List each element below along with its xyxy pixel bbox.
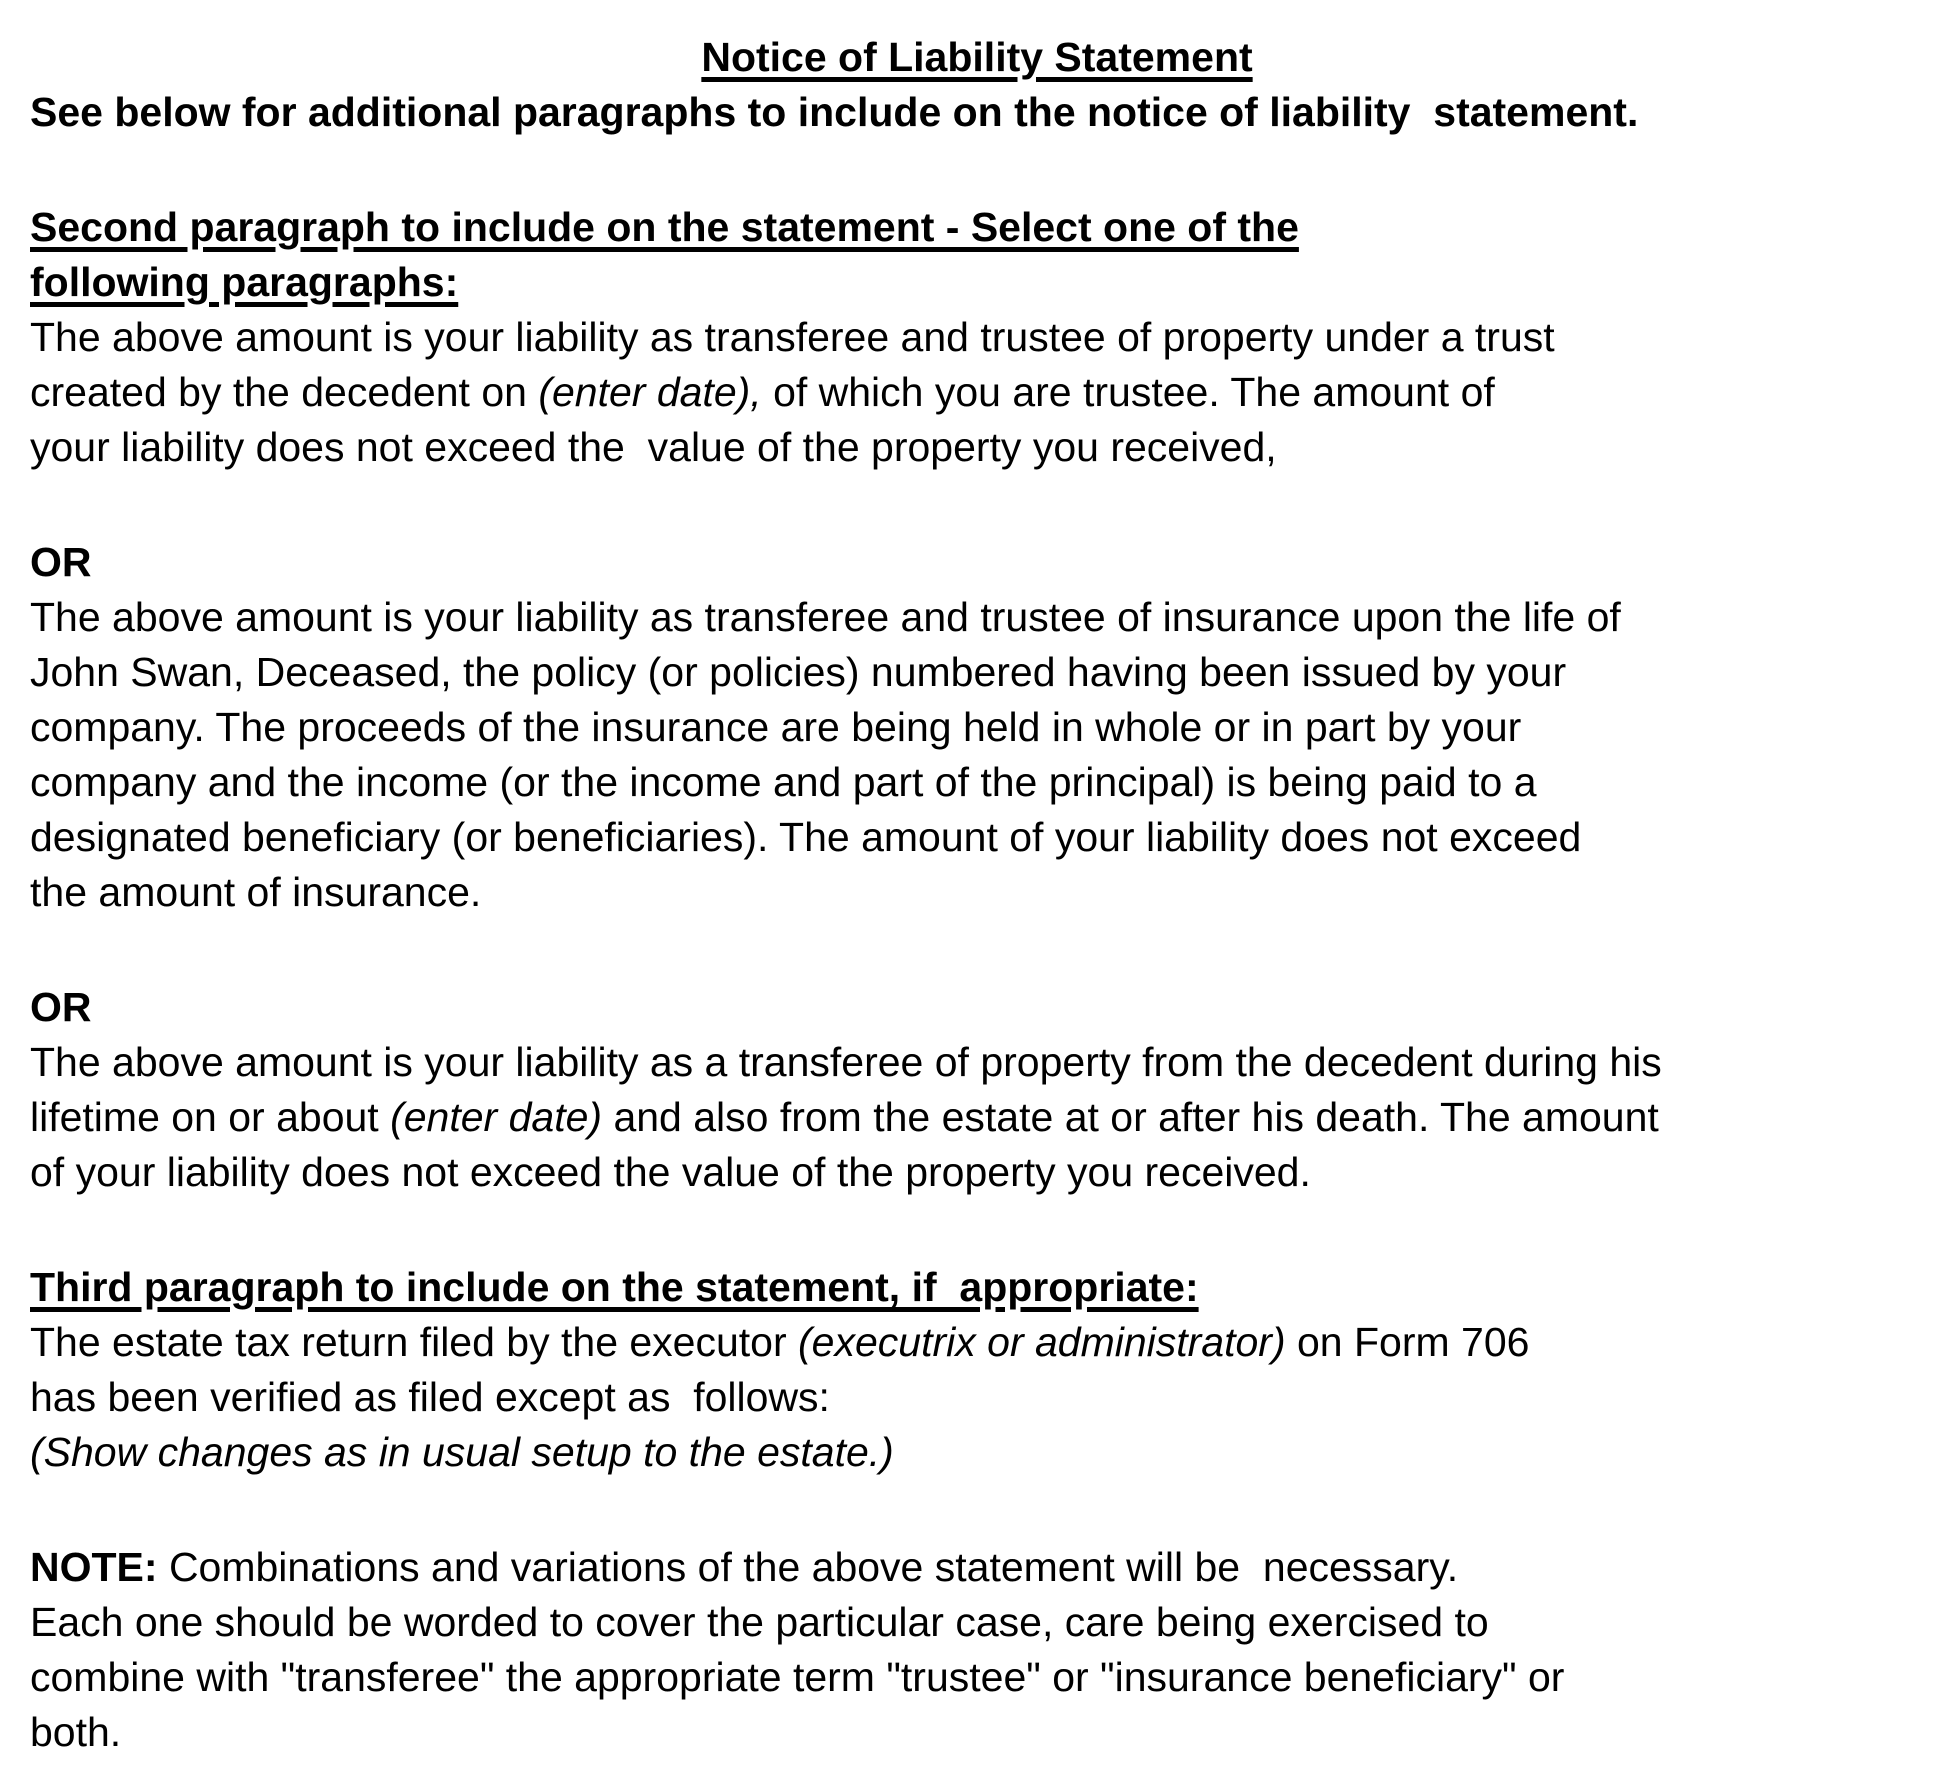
option3-paragraph xyxy=(30,1035,1924,1200)
text-segment: and also from the estate at or after his death. The amount xyxy=(602,1094,1659,1140)
paragraph-line: Each one should be worded to cover the particular case, care being exercised to xyxy=(30,1599,1489,1645)
text-segment: created by the decedent on xyxy=(30,369,539,415)
or-divider: OR xyxy=(30,984,92,1030)
paragraph-line: of your liability does not exceed the value of the property you received. xyxy=(30,1149,1311,1195)
option1-paragraph xyxy=(30,310,1924,475)
paragraph-line xyxy=(30,1090,1924,1145)
text-segment: The estate tax return filed by the executor xyxy=(30,1319,799,1365)
option2-paragraph xyxy=(30,590,1924,920)
paragraph-line: has been verified as filed except as follows: xyxy=(30,1374,830,1420)
heading-line: Second paragraph to include on the statement - Select one of the xyxy=(30,204,1299,250)
paragraph-line: combine with "transferee" the appropriate term "trustee" or "insurance beneficiary" or xyxy=(30,1654,1565,1700)
or-divider: OR xyxy=(30,539,92,585)
paragraph-line: the amount of insurance. xyxy=(30,869,482,915)
second-paragraph-heading xyxy=(30,200,1924,310)
text-segment: lifetime on or about xyxy=(30,1094,391,1140)
paragraph-line: company and the income (or the income and part of the principal) is being paid to a xyxy=(30,759,1537,805)
title-row xyxy=(30,30,1924,85)
paragraph-line xyxy=(30,365,1924,420)
third-paragraph-heading xyxy=(30,1260,1924,1315)
heading-line: Third paragraph to include on the statement, if appropriate: xyxy=(30,1264,1199,1310)
paragraph-line: your liability does not exceed the value of the property you received, xyxy=(30,424,1277,470)
show-changes-note-italic: (Show changes as in usual setup to the estate.) xyxy=(30,1429,894,1475)
document-title: Notice of Liability Statement xyxy=(701,34,1253,80)
executrix-administrator-italic: (executrix or administrator) xyxy=(798,1319,1286,1365)
paragraph-line: company. The proceeds of the insurance are being held in whole or in part by your xyxy=(30,704,1522,750)
text-segment: Combinations and variations of the above statement will be necessary. xyxy=(157,1544,1459,1590)
text-segment: on Form 706 xyxy=(1285,1319,1530,1365)
text-segment: of which you are trustee. The amount of xyxy=(761,369,1495,415)
paragraph-line: The above amount is your liability as transferee and trustee of insurance upon the life of xyxy=(30,594,1621,640)
enter-date-placeholder: (enter date), xyxy=(538,369,762,415)
paragraph-line xyxy=(30,1315,1924,1370)
note-label: NOTE: xyxy=(30,1544,158,1590)
third-paragraph xyxy=(30,1315,1924,1480)
paragraph-line: both. xyxy=(30,1709,122,1755)
paragraph-line xyxy=(30,1540,1924,1595)
note-paragraph xyxy=(30,1540,1924,1760)
paragraph-line: designated beneficiary (or beneficiaries). The amount of your liability does not exceed xyxy=(30,814,1582,860)
enter-date-placeholder: (enter date) xyxy=(390,1094,603,1140)
paragraph-line: John Swan, Deceased, the policy (or policies) numbered having been issued by your xyxy=(30,649,1567,695)
paragraph-line: The above amount is your liability as a transferee of property from the decedent during his xyxy=(30,1039,1662,1085)
intro-line: See below for additional paragraphs to include on the notice of liability statement. xyxy=(30,89,1639,135)
paragraph-line: The above amount is your liability as transferee and trustee of property under a trust xyxy=(30,314,1555,360)
heading-line: following paragraphs: xyxy=(30,259,459,305)
